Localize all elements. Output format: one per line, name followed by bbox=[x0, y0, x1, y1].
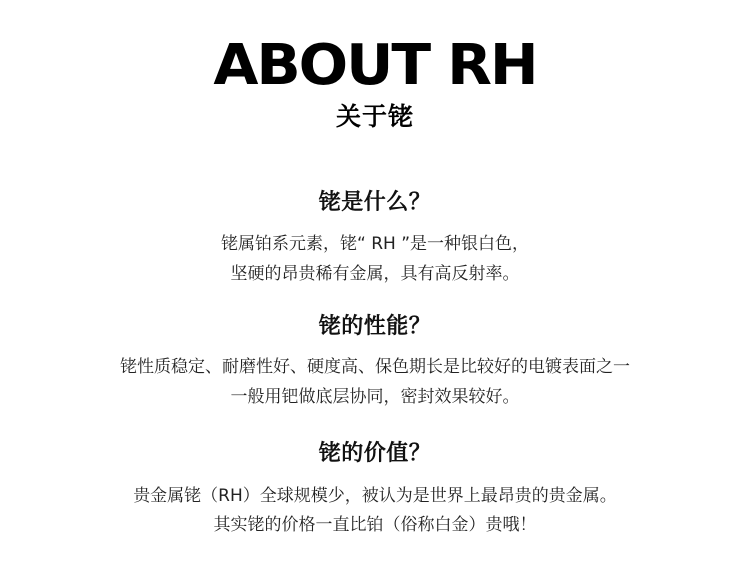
page-subtitle: 关于铑 bbox=[335, 102, 414, 131]
section-title-rhodium-value: 铑的价值？ bbox=[318, 441, 432, 466]
section-text-line: 坚硬的昂贵稀有金属，具有高反射率。 bbox=[230, 264, 520, 284]
page-title: ABOUT RH bbox=[213, 33, 537, 98]
section-text-line: 贵金属铑（RH）全球规模少，被认为是世界上最昂贵的贵金属。 bbox=[133, 486, 617, 506]
section-text-line: 铑性质稳定、耐磨性好、硬度高、保色期长是比较好的电镀表面之一 bbox=[120, 357, 630, 377]
section-text-line: 一般用钯做底层协同，密封效果较好。 bbox=[230, 387, 520, 407]
section-text-line: 铑属铂系元素，铑“ RH ”是一种银白色， bbox=[220, 234, 530, 254]
section-title-rhodium-properties: 铑的性能？ bbox=[318, 314, 432, 339]
section-text-line: 其实铑的价格一直比铂（俗称白金）贵哦！ bbox=[213, 515, 537, 535]
section-title-what-is-rhodium: 铑是什么？ bbox=[318, 190, 432, 215]
